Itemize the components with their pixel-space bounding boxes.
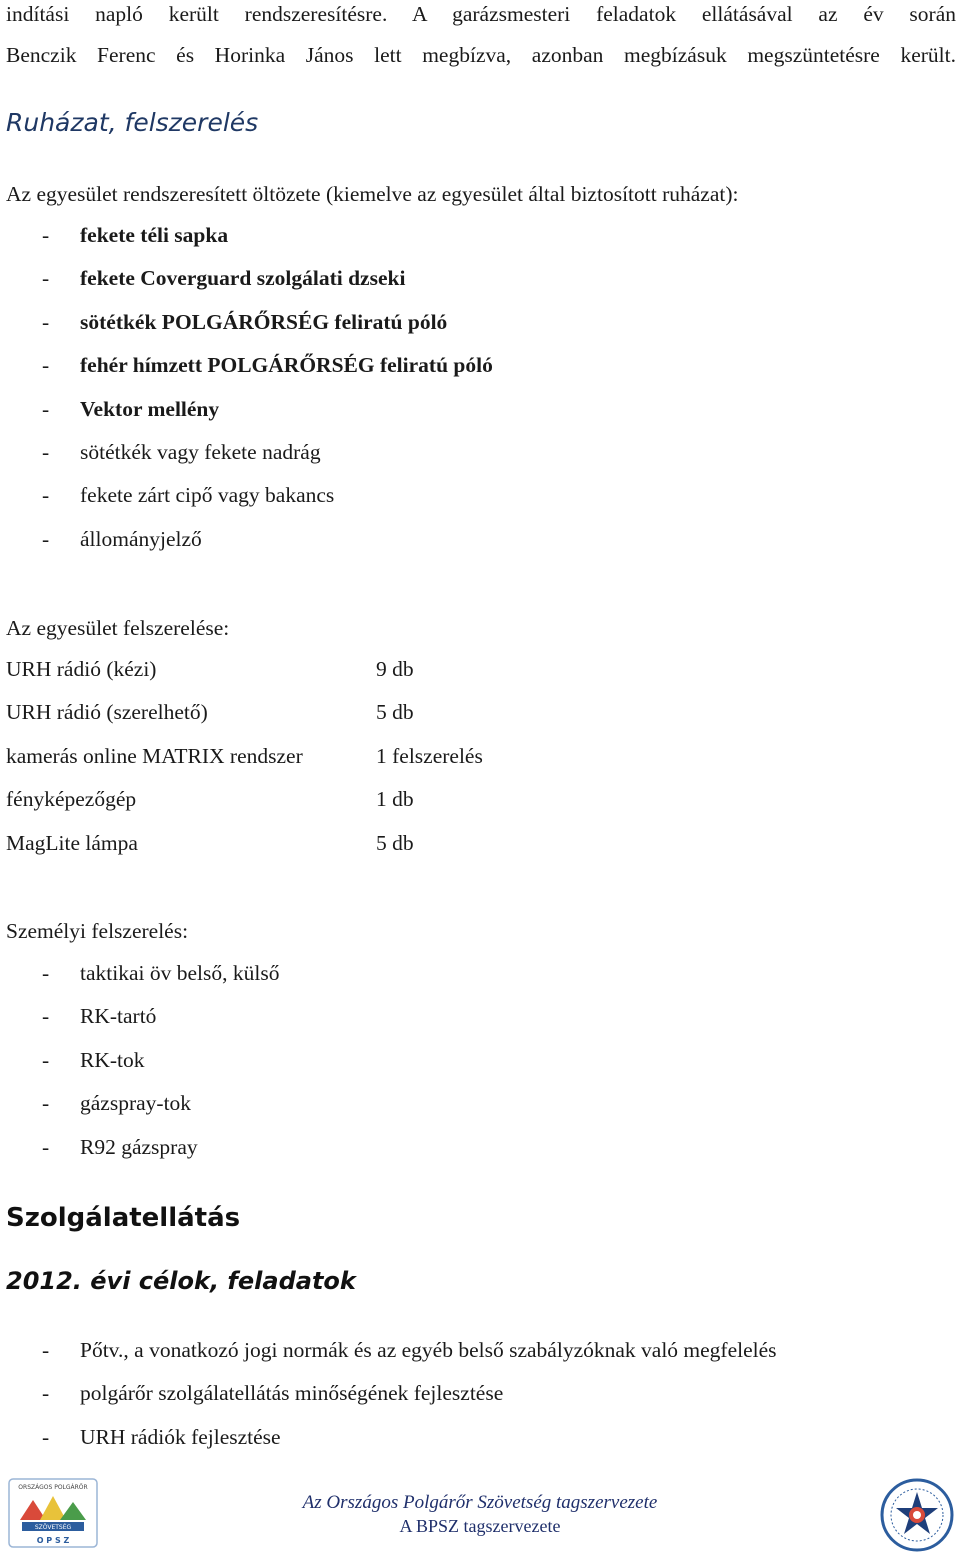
- service-heading: Szolgálatellátás: [6, 1203, 241, 1233]
- intro-line-2: Benczik Ferenc és Horinka János lett megbízva, azonban megbízásuk megszüntetésre került.: [6, 43, 956, 67]
- list-dash: -: [42, 1381, 50, 1405]
- list-dash: -: [42, 310, 50, 334]
- list-dash: -: [42, 1091, 50, 1115]
- equipment-qty: 1 felszerelés: [376, 744, 483, 768]
- footer-line-1: Az Országos Polgárőr Szövetség tagszervezete: [302, 1492, 658, 1513]
- list-item: Pőtv., a vonatkozó jogi normák és az egyéb belső szabályzóknak való megfelelés: [80, 1338, 777, 1362]
- list-dash: -: [42, 483, 50, 507]
- list-item: RK-tartó: [80, 1004, 157, 1028]
- list-dash: -: [42, 223, 50, 247]
- list-item: Vektor mellény: [80, 397, 220, 421]
- list-item: fehér hímzett POLGÁRŐRSÉG feliratú póló: [80, 353, 493, 377]
- list-item: taktikai öv belső, külső: [80, 961, 280, 985]
- equipment-qty: 1 db: [376, 787, 414, 811]
- list-dash: -: [42, 397, 50, 421]
- logo-top-text: ORSZÁGOS POLGÁRŐR: [18, 1484, 88, 1491]
- list-item: fekete téli sapka: [80, 223, 229, 247]
- list-dash: -: [42, 1004, 50, 1028]
- list-item: RK-tok: [80, 1048, 145, 1072]
- logo-band-text: SZÖVETSÉG: [34, 1524, 72, 1531]
- list-item: R92 gázspray: [80, 1135, 198, 1159]
- equipment-name: URH rádió (kézi): [6, 657, 157, 681]
- list-item: fekete zárt cipő vagy bakancs: [80, 483, 335, 507]
- list-dash: -: [42, 1048, 50, 1072]
- list-item: sötétkék vagy fekete nadrág: [80, 440, 321, 464]
- equipment-name: MagLite lámpa: [6, 831, 138, 855]
- personal-lead: Személyi felszerelés:: [6, 919, 189, 943]
- list-dash: -: [42, 1135, 50, 1159]
- intro-line-1: indítási napló került rendszeresítésre. A garázsmesteri feladatok ellátásával az év során: [6, 2, 956, 26]
- list-item: állományjelző: [80, 527, 202, 551]
- clothing-heading: Ruházat, felszerelés: [6, 108, 259, 137]
- equipment-qty: 9 db: [376, 657, 414, 681]
- footer-line-2: A BPSZ tagszervezete: [399, 1516, 561, 1536]
- list-dash: -: [42, 1425, 50, 1449]
- equipment-name: kamerás online MATRIX rendszer: [6, 744, 303, 768]
- emblem-logo-icon: [880, 1478, 954, 1552]
- list-item: URH rádiók fejlesztése: [80, 1425, 281, 1449]
- equipment-lead: Az egyesület felszerelése:: [6, 616, 230, 640]
- service-subheading: 2012. évi célok, feladatok: [6, 1267, 356, 1295]
- equipment-qty: 5 db: [376, 831, 414, 855]
- list-item: sötétkék POLGÁRŐRSÉG feliratú póló: [80, 310, 448, 334]
- list-dash: -: [42, 440, 50, 464]
- logo-bottom-text: O P S Z: [36, 1536, 70, 1545]
- list-dash: -: [42, 266, 50, 290]
- list-item: gázspray-tok: [80, 1091, 192, 1115]
- list-item: polgárőr szolgálatellátás minőségének fejlesztése: [80, 1381, 504, 1405]
- equipment-name: URH rádió (szerelhető): [6, 700, 208, 724]
- list-dash: -: [42, 353, 50, 377]
- clothing-lead: Az egyesület rendszeresített öltözete (kiemelve az egyesület által biztosított ruházat):: [6, 182, 739, 206]
- list-item: fekete Coverguard szolgálati dzseki: [80, 266, 406, 290]
- equipment-qty: 5 db: [376, 700, 414, 724]
- list-dash: -: [42, 961, 50, 985]
- list-dash: -: [42, 1338, 50, 1362]
- list-dash: -: [42, 527, 50, 551]
- equipment-name: fényképezőgép: [6, 787, 137, 811]
